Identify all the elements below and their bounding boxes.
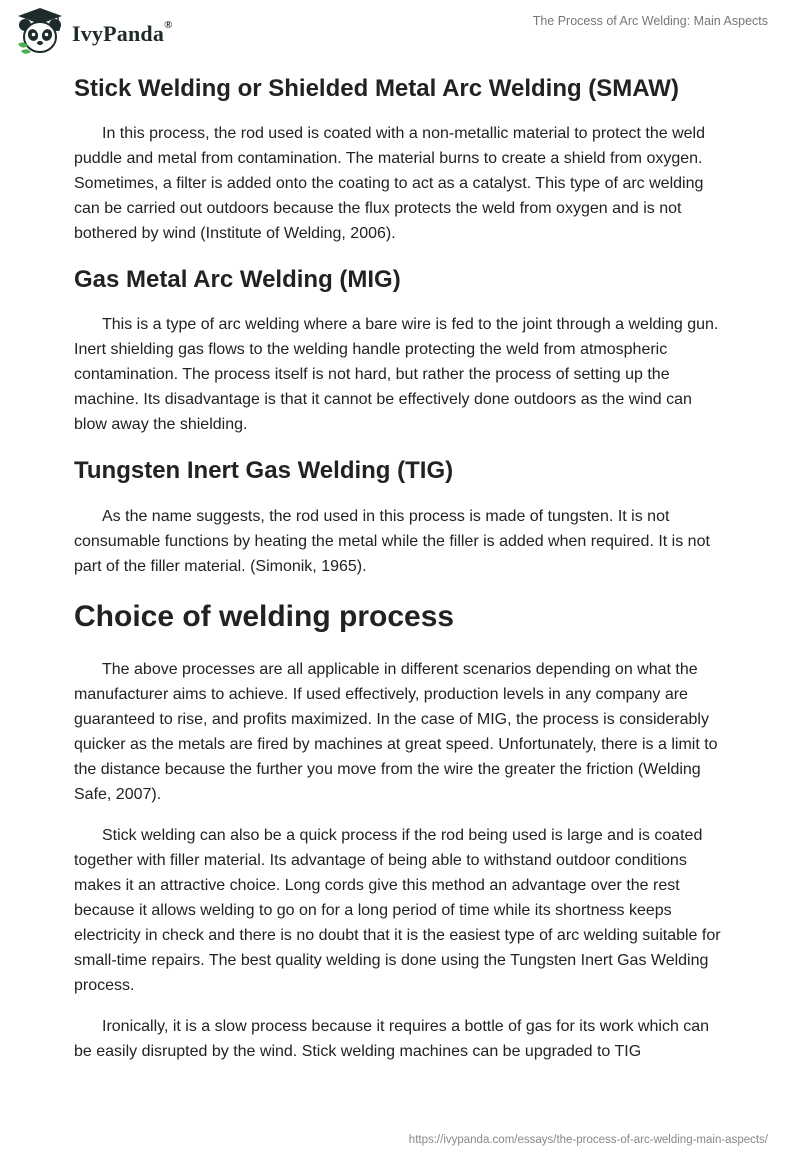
heading-tig: Tungsten Inert Gas Welding (TIG) bbox=[74, 457, 454, 485]
page-header bbox=[0, 0, 800, 62]
paragraph-smaw: In this process, the rod used is coated with a non-metallic material to protect the weld puddle and metal from contamination. The material burns to create a shield from oxygen. Sometimes, a filter is added onto the coating to act as a catalyst. This type of arc welding can be carried out outdoors because the flux protects the weld from oxygen and is not bothered by wind (Institute of Welding, 2006). bbox=[74, 125, 705, 243]
source-url[interactable]: https://ivypanda.com/essays/the-process-of-arc-welding-main-aspects/ bbox=[408, 1134, 768, 1146]
paragraph-choice-1: The above processes are all applicable in different scenarios depending on what the manufacturer aims to achieve. If used effectively, production levels in any company are guaranteed to rise, and profits maximized. In the case of MIG, the process is considerably quicker as the metals are fired by machines at great speed. Unfortunately, there is a limit to the distance because the further you move from the wire the greater the friction (Welding Safe, 2007). bbox=[74, 660, 718, 803]
heading-mig: Gas Metal Arc Welding (MIG) bbox=[74, 266, 401, 294]
paragraph-choice-3: Ironically, it is a slow process because it requires a bottle of gas for its work which can be easily disrupted by the wind. Stick welding machines can be upgraded to TIG bbox=[74, 1017, 710, 1060]
brand-name: IvyPanda® bbox=[72, 19, 173, 46]
heading-choice-of-welding-process: Choice of welding process bbox=[74, 599, 455, 633]
ivypanda-logo[interactable] bbox=[14, 6, 173, 56]
paragraph-mig: This is a type of arc welding where a bare wire is fed to the joint through a welding gun. Inert shielding gas flows to the welding handle protecting the weld from atmospheric contamination. The process itself is not hard, but rather the process of setting up the machine. Its disadvantage is that it cannot be effectively done outdoors as the wind can blow away the shielding. bbox=[74, 316, 719, 434]
registered-mark: ® bbox=[164, 19, 173, 31]
paragraph-tig: As the name suggests, the rod used in this process is made of tungsten. It is not consumable functions by heating the metal while the filler is added when required. It is not part of the filler material. (Simonik, 1965). bbox=[74, 507, 710, 575]
paragraph-choice-2: Stick welding can also be a quick process if the rod being used is large and is coated together with filler material. Its advantage of being able to withstand outdoor conditions makes it an attractive choice. Long cords give this method an advantage over the rest because it allows welding to go on for a long period of time while its shortness keeps electricity in check and there is no doubt that it is the easiest type of arc welding suitable for small-time repairs. The best quality welding is done using the Tungsten Inert Gas Welding process. bbox=[74, 826, 721, 994]
panda-graduate-icon bbox=[14, 6, 66, 56]
document-title: The Process of Arc Welding: Main Aspects bbox=[532, 14, 768, 28]
heading-smaw: Stick Welding or Shielded Metal Arc Welding (SMAW) bbox=[74, 75, 679, 102]
essay-content bbox=[74, 70, 724, 1064]
